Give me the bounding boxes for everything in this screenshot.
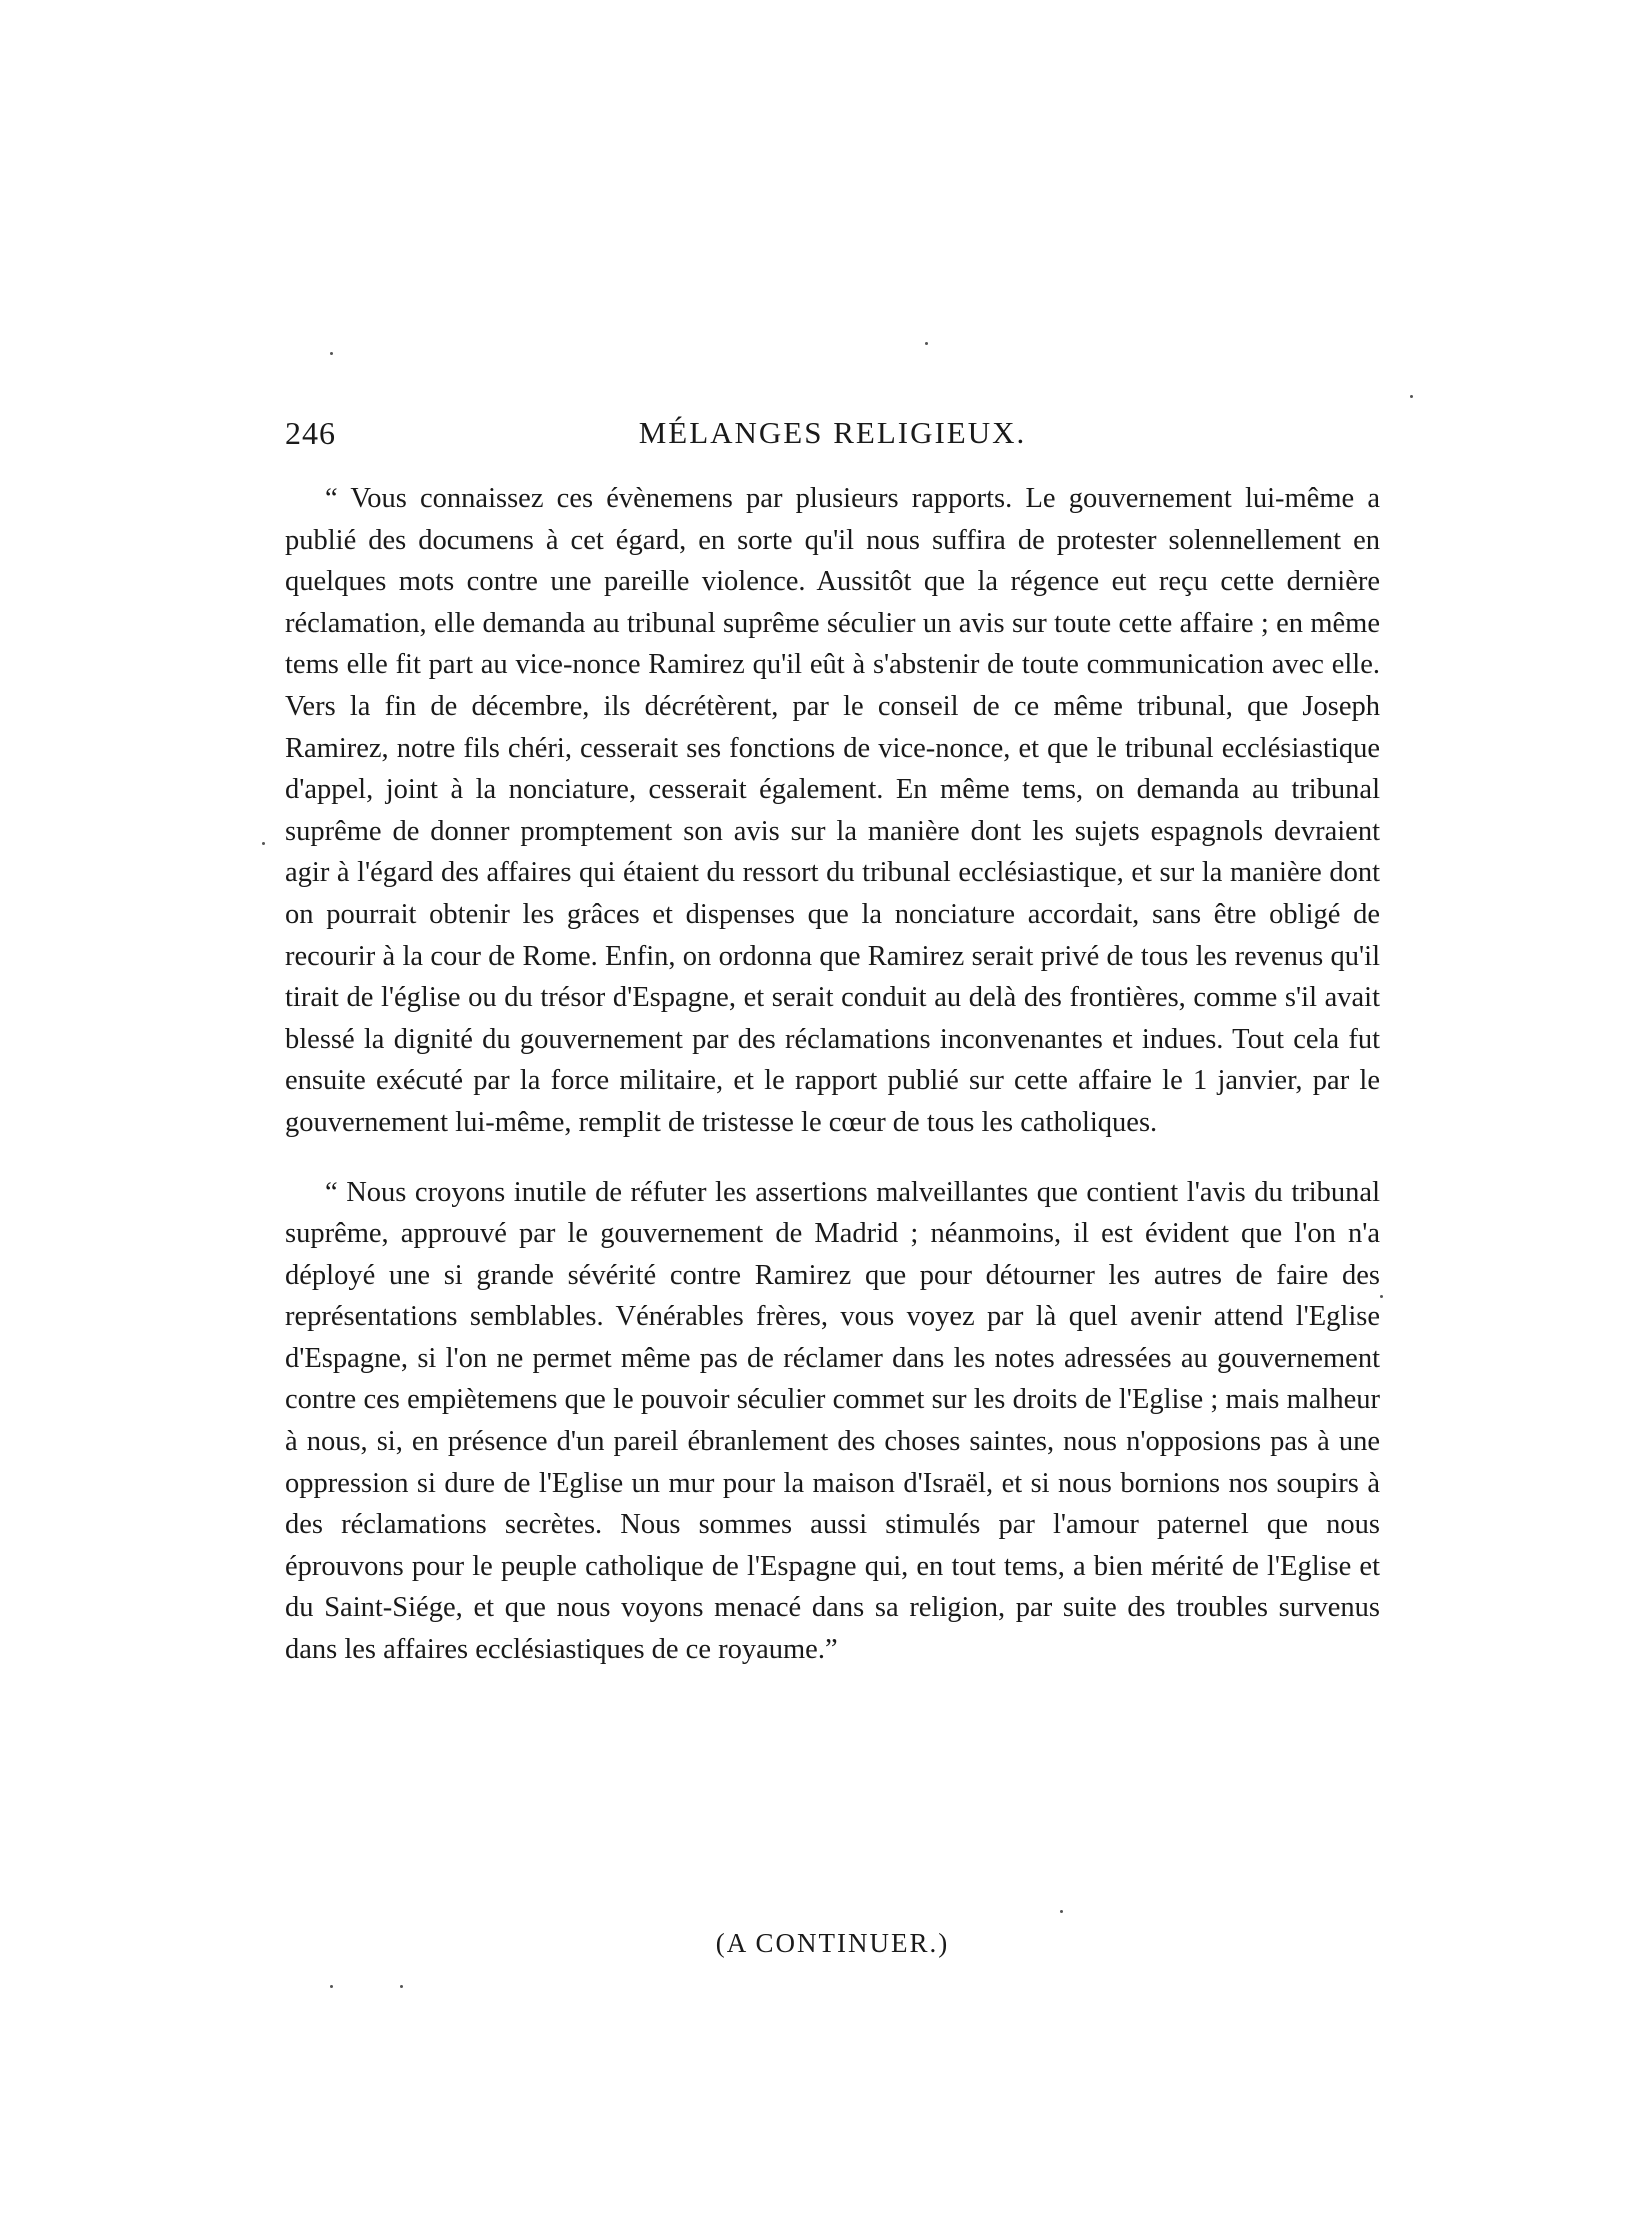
- continuation-note: (A CONTINUER.): [715, 1928, 950, 1958]
- body-text: [285, 478, 1380, 1671]
- scan-speck: [925, 342, 928, 345]
- paragraph-1: “ Vous connaissez ces évènemens par plusieurs rapports. Le gouvernement lui-même a publié des documens à cet égard, en sorte qu'il nous suffira de protester solennellement en quelques mots contre une pareille violence. Aussitôt que la régence eut reçu cette dernière réclamation, elle demanda au tribunal suprême séculier un avis sur toute cette affaire ; en même tems elle fit part au vice-nonce Ramirez qu'il eût à s'abstenir de toute communication avec elle. Vers la fin de décembre, ils décrétèrent, par le conseil de ce même tribunal, que Joseph Ramirez, notre fils chéri, cesserait ses fonctions de vice-nonce, et que le tribunal ecclésiastique d'appel, joint à la nonciature, cesserait également. En même tems, on demanda au tribunal suprême de donner promptement son avis sur la manière dont les sujets espagnols devraient agir à l'égard des affaires qui étaient du ressort du tribunal ecclésiastique, et sur la manière dont on pourrait obtenir les grâces et dispenses que la nonciature accordait, sans être obligé de recourir à la cour de Rome. Enfin, on ordonna que Ramirez serait privé de tous les revenus qu'il tirait de l'église ou du trésor d'Espagne, et serait conduit au delà des frontières, comme s'il avait blessé la dignité du gouvernement par des réclamations inconvenantes et indues. Tout cela fut ensuite exécuté par la force militaire, et le rapport publié sur cette affaire le 1 janvier, par le gouvernement lui-même, remplit de tristesse le cœur de tous les catholiques.: [285, 483, 1380, 1138]
- page-number: 246: [285, 415, 336, 451]
- scan-speck: [1380, 1295, 1383, 1298]
- running-title: MÉLANGES RELIGIEUX.: [638, 415, 1027, 450]
- paragraph-2: “ Nous croyons inutile de réfuter les assertions malveillantes que contient l'avis du tribunal suprême, approuvé par le gouvernement de Madrid ; néanmoins, il est évident que l'on n'a déployé une si grande sévérité contre Ramirez que pour détourner les autres de faire des représentations semblables. Vénérables frères, vous voyez par là quel avenir attend l'Eglise d'Espagne, si l'on ne permet même pas de réclamer dans les notes adressées au gouvernement contre ces empiètemens que le pouvoir séculier commet sur les droits de l'Eglise ; mais malheur à nous, si, en présence d'un pareil ébranlement des choses saintes, nous n'opposions pas à une oppression si dure de l'Eglise un mur pour la maison d'Israël, et si nous bornions nos soupirs à des réclamations secrètes. Nous sommes aussi stimulés par l'amour paternel que nous éprouvons pour le peuple catholique de l'Espagne qui, en tout tems, a bien mérité de l'Eglise et du Saint-Siége, et que nous voyons menacé dans sa religion, par suite des troubles survenus dans les affaires ecclésiastiques de ce royaume.”: [285, 1176, 1380, 1666]
- scan-speck: [330, 352, 333, 355]
- scan-speck: [1060, 1910, 1063, 1913]
- scan-speck: [262, 842, 265, 845]
- scan-speck: [330, 1985, 333, 1988]
- scan-speck: [400, 1985, 403, 1988]
- running-head: [285, 415, 1380, 465]
- scan-speck: [1410, 395, 1413, 398]
